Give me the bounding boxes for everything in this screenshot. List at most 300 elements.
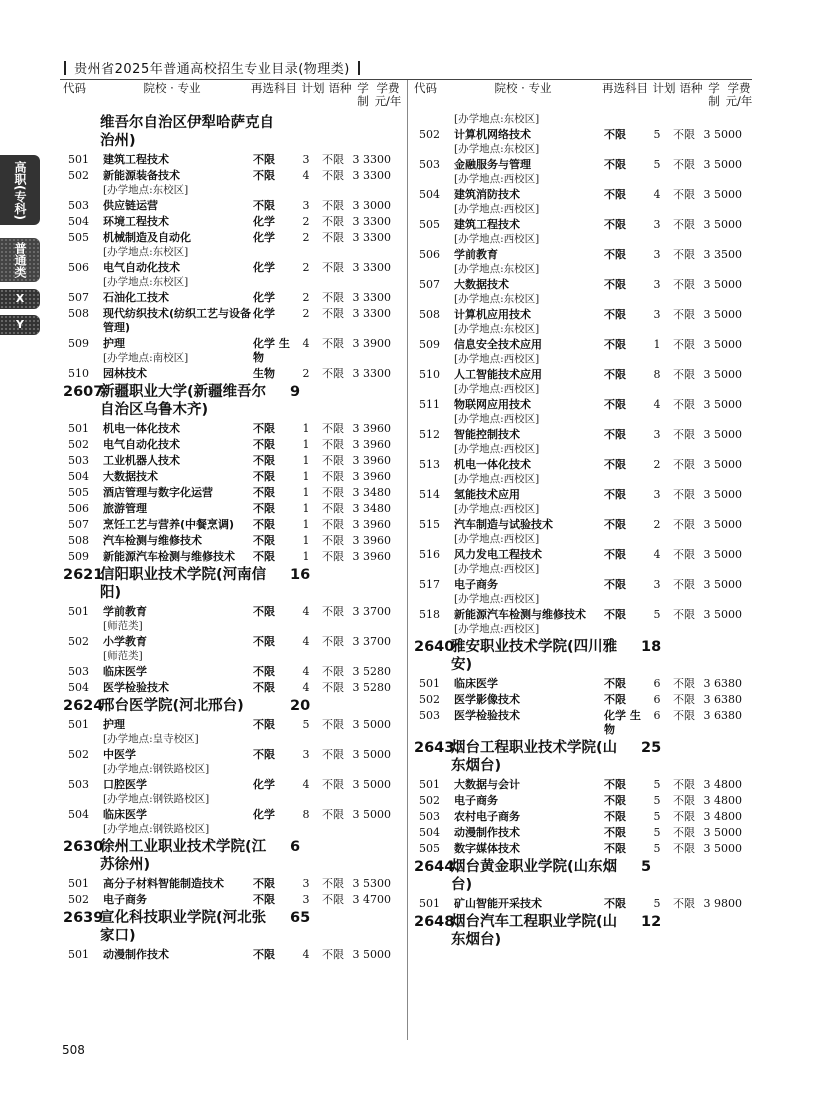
major-row (414, 458, 759, 486)
major-code: 505 (419, 218, 440, 231)
major-fee: 5000 (714, 458, 742, 471)
major-duration: 3 (352, 367, 360, 380)
major-location: [办学地点:西校区] (454, 563, 540, 575)
major-subject: 不限 (604, 248, 626, 261)
major-plan: 3 (653, 488, 661, 501)
major-code: 504 (68, 681, 89, 694)
major-location: [办学地点:钢铁路校区] (103, 763, 210, 775)
major-name-cell (97, 665, 253, 679)
major-fee: 3960 (363, 550, 391, 563)
major-subject: 不限 (253, 718, 275, 731)
major-code: 514 (419, 488, 440, 501)
major-plan: 5 (302, 718, 310, 731)
major-plan: 1 (302, 486, 310, 499)
major-lang: 不限 (322, 550, 344, 563)
major-duration: 3 (703, 428, 711, 441)
major-plan: 5 (653, 810, 661, 823)
major-name: 电子商务 (454, 794, 498, 807)
major-name-cell (97, 337, 253, 365)
major-lang: 不限 (673, 548, 695, 561)
major-duration: 3 (352, 605, 360, 618)
major-duration: 3 (352, 153, 360, 166)
major-name: 机电一体化技术 (454, 458, 531, 471)
major-subject: 不限 (604, 368, 626, 381)
major-code: 509 (68, 337, 89, 350)
school-code: 2621 (63, 567, 104, 583)
major-name-cell (97, 877, 253, 891)
school-name: 烟台工程职业技术学院(山东烟台) (451, 740, 618, 774)
major-row (63, 681, 408, 695)
major-row (63, 422, 408, 436)
major-name: 学前教育 (454, 248, 498, 261)
major-duration: 3 (703, 608, 711, 621)
major-subject: 化学 生物 (253, 337, 290, 364)
school-plan (280, 114, 320, 150)
major-location: [师范类] (103, 650, 143, 662)
major-plan: 3 (302, 893, 310, 906)
major-plan: 5 (653, 897, 661, 910)
major-lang: 不限 (322, 877, 344, 890)
major-fee: 3300 (363, 367, 391, 380)
major-row (414, 578, 759, 606)
major-duration: 3 (703, 897, 711, 910)
major-duration: 3 (352, 261, 360, 274)
major-duration: 3 (703, 826, 711, 839)
page-header (60, 58, 760, 78)
major-code: 505 (68, 231, 89, 244)
major-subject: 不限 (604, 338, 626, 351)
major-fee: 5000 (363, 718, 391, 731)
major-name-cell (97, 486, 253, 500)
school-name: 雅安职业技术学院(四川雅安) (451, 639, 618, 673)
major-duration: 3 (703, 368, 711, 381)
major-row (63, 665, 408, 679)
major-subject: 不限 (253, 199, 275, 212)
major-name-cell (448, 458, 604, 486)
major-subject: 不限 (253, 502, 275, 515)
major-row (63, 948, 408, 962)
major-subject: 不限 (604, 458, 626, 471)
major-fee: 5000 (714, 842, 742, 855)
major-plan: 5 (653, 826, 661, 839)
major-lang: 不限 (322, 534, 344, 547)
major-name-cell (97, 169, 253, 197)
major-plan: 5 (653, 842, 661, 855)
school-heading (414, 913, 759, 949)
major-code: 508 (68, 307, 89, 320)
major-row (63, 808, 408, 836)
major-name-cell (97, 808, 253, 836)
major-duration: 3 (703, 218, 711, 231)
major-name: 口腔医学 (103, 778, 147, 791)
major-plan: 5 (653, 778, 661, 791)
major-duration: 3 (352, 502, 360, 515)
header-bar-right (358, 61, 360, 75)
major-duration: 3 (352, 681, 360, 694)
major-name-cell (97, 470, 253, 484)
major-location: [办学地点:西校区] (454, 413, 540, 425)
major-duration: 3 (352, 169, 360, 182)
left-column-body (63, 114, 408, 962)
major-subject: 不限 (604, 158, 626, 171)
major-name: 医学检验技术 (103, 681, 169, 694)
major-row (63, 550, 408, 564)
major-subject: 不限 (604, 693, 626, 706)
major-duration: 3 (352, 454, 360, 467)
col-lang: 语种 (679, 81, 703, 95)
major-name: 大数据技术 (103, 470, 158, 483)
major-lang: 不限 (322, 438, 344, 451)
major-lang: 不限 (322, 454, 344, 467)
major-code: 506 (68, 502, 89, 515)
major-subject: 不限 (604, 548, 626, 561)
major-lang: 不限 (673, 826, 695, 839)
major-duration: 3 (703, 778, 711, 791)
major-name: 高分子材料智能制造技术 (103, 877, 224, 890)
major-fee: 5000 (363, 748, 391, 761)
major-lang: 不限 (322, 518, 344, 531)
major-code: 513 (419, 458, 440, 471)
major-row (414, 842, 759, 856)
major-row (63, 605, 408, 633)
header-title: 贵州省2025年普通高校招生专业目录(物理类) (74, 62, 350, 77)
major-row (414, 428, 759, 456)
major-name-cell (97, 438, 253, 452)
col-name: 院校 · 专业 (494, 81, 552, 95)
major-name-cell (448, 778, 604, 792)
major-lang: 不限 (322, 665, 344, 678)
major-duration: 3 (703, 794, 711, 807)
major-code: 502 (68, 169, 89, 182)
major-duration: 3 (352, 893, 360, 906)
major-duration: 3 (352, 291, 360, 304)
major-lang: 不限 (673, 897, 695, 910)
major-subject: 不限 (604, 578, 626, 591)
major-duration: 3 (352, 748, 360, 761)
major-location: [办学地点:西校区] (454, 443, 540, 455)
major-name: 汽车制造与试验技术 (454, 518, 553, 531)
header-bar-left (64, 61, 66, 75)
major-row (414, 278, 759, 306)
major-location: [办学地点:西校区] (454, 623, 540, 635)
major-row (63, 231, 408, 259)
major-code: 502 (419, 693, 440, 706)
major-name-cell (97, 454, 253, 468)
page-number: 508 (62, 1043, 85, 1057)
major-plan: 3 (302, 153, 310, 166)
major-name: 智能控制技术 (454, 428, 520, 441)
major-row (63, 261, 408, 289)
major-lang: 不限 (322, 261, 344, 274)
major-name-cell (448, 608, 604, 636)
col-code: 代码 (63, 81, 86, 95)
major-row (63, 502, 408, 516)
major-fee: 3300 (363, 307, 391, 320)
school-name: 烟台黄金职业学院(山东烟台) (451, 859, 618, 893)
major-name: 工业机器人技术 (103, 454, 180, 467)
major-lang: 不限 (322, 153, 344, 166)
major-duration: 3 (352, 215, 360, 228)
major-subject: 化学 (253, 231, 275, 244)
major-subject: 不限 (604, 826, 626, 839)
major-plan: 1 (302, 518, 310, 531)
major-row (414, 128, 759, 156)
major-name-cell (97, 153, 253, 167)
major-code: 506 (419, 248, 440, 261)
right-column-body (414, 112, 759, 949)
school-plan: 16 (290, 567, 311, 583)
school-heading (414, 638, 759, 674)
major-duration: 3 (703, 458, 711, 471)
major-location: [办学地点:东校区] (454, 113, 540, 125)
major-fee: 5000 (714, 826, 742, 839)
major-subject: 不限 (604, 218, 626, 231)
major-name-cell (97, 367, 253, 381)
major-name: 电气自动化技术 (103, 438, 180, 451)
major-location: [办学地点:东校区] (454, 293, 540, 305)
major-duration: 3 (703, 488, 711, 501)
major-code: 501 (419, 677, 440, 690)
major-fee: 5000 (714, 398, 742, 411)
major-subject: 不限 (253, 635, 275, 648)
major-name-cell (97, 605, 253, 633)
major-location: [办学地点:钢铁路校区] (103, 793, 210, 805)
major-duration: 3 (352, 808, 360, 821)
major-lang: 不限 (673, 488, 695, 501)
school-code: 2624 (63, 698, 104, 714)
major-name-cell (448, 338, 604, 366)
major-code: 502 (68, 438, 89, 451)
major-lang: 不限 (673, 458, 695, 471)
major-lang: 不限 (322, 808, 344, 821)
major-duration: 3 (703, 188, 711, 201)
major-code: 503 (419, 158, 440, 171)
major-subject: 不限 (253, 681, 275, 694)
major-lang: 不限 (322, 778, 344, 791)
major-lang: 不限 (322, 718, 344, 731)
major-code: 501 (68, 948, 89, 961)
header-rule (60, 79, 752, 80)
major-name: 人工智能技术应用 (454, 368, 542, 381)
major-fee: 5000 (714, 578, 742, 591)
major-lang: 不限 (673, 842, 695, 855)
major-lang: 不限 (322, 215, 344, 228)
major-name-cell (97, 518, 253, 532)
major-code: 502 (68, 635, 89, 648)
school-code: 2640 (414, 639, 455, 655)
major-name: 医学检验技术 (454, 709, 520, 722)
major-duration: 3 (703, 248, 711, 261)
major-location: [办学地点:东校区] (454, 143, 540, 155)
major-plan: 3 (653, 308, 661, 321)
major-plan: 3 (302, 877, 310, 890)
major-fee: 5000 (714, 368, 742, 381)
major-row (414, 897, 759, 911)
major-name-cell (97, 550, 253, 564)
major-row (414, 608, 759, 636)
major-duration: 3 (352, 877, 360, 890)
major-lang: 不限 (322, 199, 344, 212)
major-lang: 不限 (673, 338, 695, 351)
col-subject: 再选科目 (251, 81, 297, 95)
major-lang: 不限 (673, 398, 695, 411)
major-name-cell (97, 215, 253, 229)
major-name: 园林技术 (103, 367, 147, 380)
major-row (414, 488, 759, 516)
major-code: 504 (68, 808, 89, 821)
major-lang: 不限 (673, 608, 695, 621)
major-duration: 3 (703, 842, 711, 855)
major-subject: 化学 (253, 215, 275, 228)
major-lang: 不限 (322, 948, 344, 961)
major-name-cell (448, 794, 604, 808)
major-lang: 不限 (673, 308, 695, 321)
major-name-cell (97, 718, 253, 746)
major-name-cell (448, 578, 604, 606)
major-duration: 3 (352, 718, 360, 731)
major-row (63, 153, 408, 167)
major-row (63, 718, 408, 746)
major-name-cell (448, 677, 604, 691)
major-row (414, 518, 759, 546)
major-subject: 化学 生物 (604, 709, 641, 736)
major-subject: 不限 (604, 188, 626, 201)
major-subject: 不限 (253, 534, 275, 547)
col-duration: 学制 (357, 81, 369, 108)
major-fee: 5000 (714, 128, 742, 141)
major-code: 503 (419, 709, 440, 722)
major-row (414, 218, 759, 246)
major-code: 507 (68, 518, 89, 531)
major-name: 护理 (103, 718, 125, 731)
major-fee: 5000 (714, 278, 742, 291)
major-name-cell (448, 810, 604, 824)
school-plan: 18 (641, 639, 662, 655)
major-code: 501 (68, 605, 89, 618)
major-name-cell (97, 291, 253, 305)
major-name-cell (448, 218, 604, 246)
major-name-cell (448, 128, 604, 156)
major-name: 风力发电工程技术 (454, 548, 542, 561)
major-subject: 不限 (253, 550, 275, 563)
major-name: 中医学 (103, 748, 136, 761)
major-location: [办学地点:钢铁路校区] (103, 823, 210, 835)
major-lang: 不限 (322, 681, 344, 694)
major-code: 501 (68, 718, 89, 731)
major-row (414, 693, 759, 707)
major-name: 临床医学 (103, 665, 147, 678)
major-code: 507 (419, 278, 440, 291)
major-name: 计算机网络技术 (454, 128, 531, 141)
major-code: 516 (419, 548, 440, 561)
school-name: 维吾尔自治区伊犁哈萨克自治州) (100, 115, 274, 149)
major-name-cell (448, 826, 604, 840)
major-code: 502 (68, 748, 89, 761)
major-name-cell (448, 398, 604, 426)
major-fee: 3300 (363, 169, 391, 182)
major-row (414, 338, 759, 366)
major-name: 新能源汽车检测与维修技术 (454, 608, 586, 621)
major-code: 515 (419, 518, 440, 531)
major-subject: 不限 (253, 877, 275, 890)
school-heading (63, 114, 408, 150)
major-subject: 不限 (604, 810, 626, 823)
major-fee: 4800 (714, 810, 742, 823)
major-subject: 不限 (253, 748, 275, 761)
major-fee: 5000 (714, 518, 742, 531)
major-name-cell (97, 502, 253, 516)
major-duration: 3 (352, 470, 360, 483)
major-name: 矿山智能开采技术 (454, 897, 542, 910)
major-subject: 不限 (604, 278, 626, 291)
major-row (63, 778, 408, 806)
major-location: [办学地点:西校区] (454, 173, 540, 185)
school-heading (63, 697, 408, 715)
major-name: 建筑工程技术 (454, 218, 520, 231)
major-fee: 5000 (714, 488, 742, 501)
major-fee: 5000 (714, 338, 742, 351)
major-subject: 不限 (604, 897, 626, 910)
col-name: 院校 · 专业 (143, 81, 201, 95)
major-name-cell (448, 897, 604, 911)
col-plan: 计划 (652, 81, 676, 95)
major-name: 计算机应用技术 (454, 308, 531, 321)
right-column-header (414, 82, 759, 112)
major-subject: 不限 (253, 605, 275, 618)
major-name-cell (97, 635, 253, 663)
major-name: 临床医学 (103, 808, 147, 821)
school-plan: 5 (641, 859, 652, 875)
major-plan: 5 (653, 794, 661, 807)
school-code: 2630 (63, 839, 104, 855)
major-subject: 化学 (253, 307, 275, 320)
major-name-cell (97, 199, 253, 213)
major-name-cell (448, 488, 604, 516)
major-duration: 3 (352, 337, 360, 350)
major-duration: 3 (703, 693, 711, 706)
major-lang: 不限 (673, 188, 695, 201)
major-fee: 6380 (714, 677, 742, 690)
major-fee: 3960 (363, 518, 391, 531)
major-code: 508 (68, 534, 89, 547)
major-name-cell (448, 693, 604, 707)
major-name-cell (97, 778, 253, 806)
major-name-cell (448, 518, 604, 546)
major-lang: 不限 (673, 810, 695, 823)
major-fee: 5300 (363, 877, 391, 890)
major-fee: 3300 (363, 261, 391, 274)
major-code: 501 (68, 877, 89, 890)
major-duration: 3 (352, 307, 360, 320)
major-subject: 化学 (253, 808, 275, 821)
major-duration: 3 (703, 810, 711, 823)
major-duration: 3 (703, 677, 711, 690)
major-code: 503 (68, 199, 89, 212)
major-subject: 不限 (604, 794, 626, 807)
major-name: 建筑消防技术 (454, 188, 520, 201)
major-fee: 3000 (363, 199, 391, 212)
major-subject: 不限 (604, 518, 626, 531)
major-code: 502 (419, 794, 440, 807)
major-row (414, 709, 759, 737)
major-lang: 不限 (673, 518, 695, 531)
major-name: 数字媒体技术 (454, 842, 520, 855)
major-name: 电子商务 (454, 578, 498, 591)
major-fee: 3480 (363, 486, 391, 499)
major-duration: 3 (352, 199, 360, 212)
major-fee: 5000 (714, 608, 742, 621)
col-duration: 学制 (708, 81, 720, 108)
